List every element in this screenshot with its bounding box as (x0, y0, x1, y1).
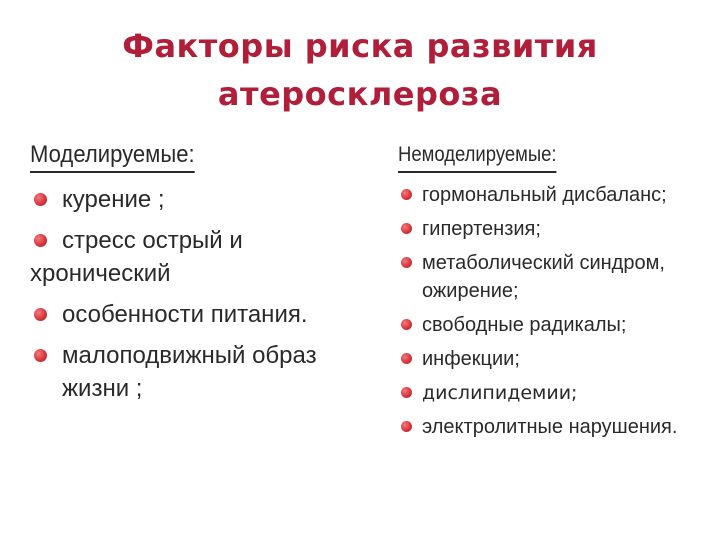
list-item (398, 345, 708, 373)
non-modifiable-factors-column (398, 140, 708, 447)
list-item (30, 183, 370, 216)
list-item-text: особенности питания. (62, 301, 308, 328)
bullet-icon (401, 319, 412, 330)
bullet-icon (34, 193, 47, 206)
list-item (30, 224, 370, 290)
modifiable-heading: Моделируемые: (30, 140, 195, 173)
list-item (398, 311, 708, 339)
modifiable-factors-column (30, 140, 370, 413)
list-item-continuation: жизни ; (62, 375, 143, 402)
slide-title (0, 22, 720, 118)
list-item (30, 339, 370, 405)
list-item-text: инфекции; (422, 348, 520, 370)
modifiable-list (30, 183, 370, 405)
list-item-text: малоподвижный образ (62, 342, 317, 369)
bullet-icon (401, 387, 412, 398)
list-item-text: курение ; (62, 186, 165, 213)
bullet-icon (34, 234, 47, 247)
list-item (398, 215, 708, 243)
bullet-icon (34, 349, 47, 362)
list-item-text: свободные радикалы; (422, 314, 627, 336)
bullet-icon (401, 223, 412, 234)
list-item (398, 413, 708, 441)
non-modifiable-heading: Немоделируемые: (398, 140, 557, 173)
bullet-icon (401, 421, 412, 432)
list-item (398, 379, 708, 407)
list-item (30, 298, 370, 331)
slide-title-line-2: атеросклероза (217, 75, 503, 113)
list-item-text: дислипидемии; (422, 382, 578, 404)
list-item-continuation: ожирение; (422, 280, 519, 302)
bullet-icon (401, 189, 412, 200)
slide-title-line-1: Факторы риска развития (122, 27, 598, 65)
bullet-icon (401, 257, 412, 268)
list-item-text: электролитные нарушения. (422, 416, 678, 438)
list-item-text: гормональный дисбаланс; (422, 184, 667, 206)
list-item-continuation: хронический (30, 260, 171, 287)
list-item (398, 249, 708, 305)
list-item-text: стресс острый и (62, 227, 243, 254)
list-item-text: метаболический синдром, (422, 252, 665, 274)
bullet-icon (34, 308, 47, 321)
list-item (398, 181, 708, 209)
list-item-text: гипертензия; (422, 218, 541, 240)
bullet-icon (401, 353, 412, 364)
non-modifiable-list (398, 181, 708, 441)
